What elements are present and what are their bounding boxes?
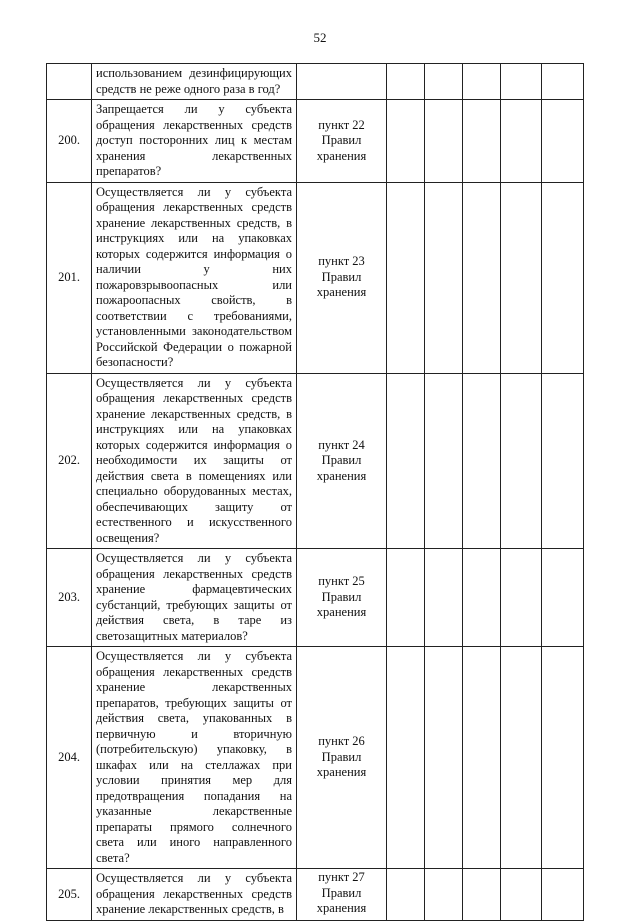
answer-no-cell[interactable]: [425, 64, 463, 100]
answer-yes-cell[interactable]: [387, 647, 425, 869]
question-text: Осуществляется ли у субъекта обращения лекарственных средств хранение лекарственных препаратов, требующих защиты от действия света, упакованных в первичную и вторичную (потребительскую) упаковку, в шкафах или на стеллажах при условии принятия мер для предотвращения попадания на указанные лекарственные препараты прямого солнечного света или иного направленного света?: [92, 647, 297, 869]
answer-na-cell[interactable]: [463, 100, 501, 183]
reference-line: хранения: [316, 901, 367, 915]
answer-na-cell[interactable]: [463, 869, 501, 921]
answer-no-cell[interactable]: [425, 182, 463, 373]
norm-reference: [297, 182, 387, 373]
reference-line: пункт 27: [318, 870, 365, 884]
row-number: 202.: [47, 373, 92, 549]
row-number: [47, 64, 92, 100]
reference-line: Правил: [321, 885, 362, 900]
row-number: 200.: [47, 100, 92, 183]
answer-yes-cell[interactable]: [387, 64, 425, 100]
notes-cell[interactable]: [542, 869, 584, 921]
answer-yes-cell[interactable]: [387, 182, 425, 373]
checklist-table: [46, 63, 584, 921]
table-row: [47, 647, 584, 869]
answer-yes-cell[interactable]: [387, 549, 425, 647]
question-text: Осуществляется ли у субъекта обращения лекарственных средств хранение лекарственных средств, в: [92, 869, 297, 921]
table-row: [47, 869, 584, 921]
reference-line: Правил: [321, 453, 362, 467]
reference-line: пункт 22: [318, 117, 365, 132]
norm-reference: [297, 100, 387, 183]
answer-extra-cell[interactable]: [501, 549, 542, 647]
question-text: использованием дезинфицирующих средств не реже одного раза в год?: [92, 64, 297, 100]
notes-cell[interactable]: [542, 647, 584, 869]
question-text: Запрещается ли у субъекта обращения лекарственных средств доступ посторонних лиц к местам хранения лекарственных препаратов?: [92, 100, 297, 183]
row-number: 201.: [47, 182, 92, 373]
table-row: [47, 549, 584, 647]
answer-na-cell[interactable]: [463, 373, 501, 549]
reference-line: хранения: [316, 765, 367, 780]
question-text: Осуществляется ли у субъекта обращения лекарственных средств хранение лекарственных средств, в инструкциях или на упаковках которых содержится информация о наличии у них пожаровзрывоопасных или пожароопасных свойств, в соответствии с требованиями, установленными законодательством Российской Федерации о пожарной безопасности?: [92, 182, 297, 373]
reference-line: пункт 23: [318, 254, 365, 269]
question-text: Осуществляется ли у субъекта обращения лекарственных средств хранение лекарственных средств, в инструкциях или на упаковках которых содержится информация о необходимости их защиты от действия света в помещениях или специально оборудованных местах, обеспечивающих защиту от естественного и искусственного освещения?: [92, 373, 297, 549]
answer-extra-cell[interactable]: [501, 373, 542, 549]
reference-line: Правил: [321, 269, 362, 284]
row-number: 203.: [47, 549, 92, 647]
reference-line: хранения: [316, 148, 367, 163]
table-row: [47, 100, 584, 183]
answer-no-cell[interactable]: [425, 100, 463, 183]
answer-extra-cell[interactable]: [501, 869, 542, 921]
norm-reference: [297, 373, 387, 549]
answer-no-cell[interactable]: [425, 647, 463, 869]
norm-reference: [297, 869, 387, 921]
norm-reference: [297, 549, 387, 647]
reference-line: Правил: [321, 133, 362, 147]
table-row: [47, 64, 584, 100]
notes-cell[interactable]: [542, 373, 584, 549]
answer-no-cell[interactable]: [425, 549, 463, 647]
table-row: [47, 373, 584, 549]
answer-no-cell[interactable]: [425, 373, 463, 549]
answer-extra-cell[interactable]: [501, 182, 542, 373]
answer-yes-cell[interactable]: [387, 100, 425, 183]
row-number: 205.: [47, 869, 92, 921]
reference-line: пункт 25: [318, 574, 365, 589]
notes-cell[interactable]: [542, 64, 584, 100]
reference-line: хранения: [316, 285, 367, 300]
answer-no-cell[interactable]: [425, 869, 463, 921]
answer-na-cell[interactable]: [463, 182, 501, 373]
answer-yes-cell[interactable]: [387, 373, 425, 549]
question-text: Осуществляется ли у субъекта обращения лекарственных средств хранение фармацевтических субстанций, требующих защиты от действия света, в таре из светозащитных материалов?: [92, 549, 297, 647]
table-row: [47, 182, 584, 373]
answer-na-cell[interactable]: [463, 549, 501, 647]
page-number: 52: [313, 30, 327, 45]
reference-line: Правил: [321, 589, 362, 604]
norm-reference: [297, 64, 387, 100]
reference-line: пункт 24: [318, 437, 365, 452]
answer-na-cell[interactable]: [463, 64, 501, 100]
reference-line: хранения: [316, 468, 367, 483]
reference-line: пункт 26: [318, 734, 365, 749]
answer-extra-cell[interactable]: [501, 64, 542, 100]
notes-cell[interactable]: [542, 100, 584, 183]
norm-reference: [297, 647, 387, 869]
answer-extra-cell[interactable]: [501, 647, 542, 869]
row-number: 204.: [47, 647, 92, 869]
answer-yes-cell[interactable]: [387, 869, 425, 921]
answer-na-cell[interactable]: [463, 647, 501, 869]
notes-cell[interactable]: [542, 182, 584, 373]
answer-extra-cell[interactable]: [501, 100, 542, 183]
notes-cell[interactable]: [542, 549, 584, 647]
reference-line: хранения: [316, 605, 367, 620]
reference-line: Правил: [321, 749, 362, 764]
